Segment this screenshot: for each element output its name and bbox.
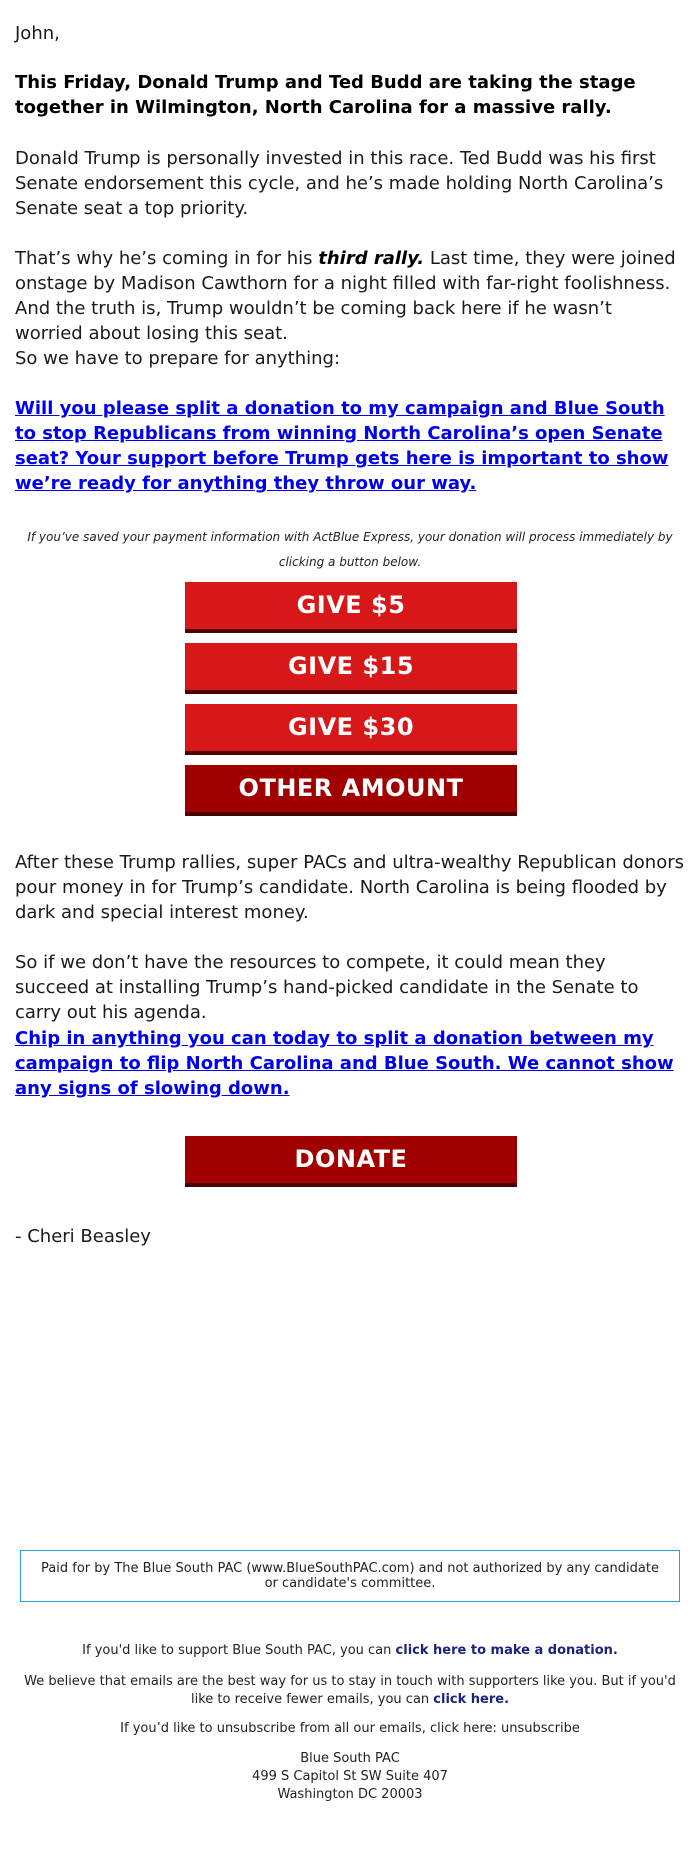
third-rally-emphasis: third rally. — [318, 248, 425, 269]
greeting: John, — [15, 23, 60, 44]
paragraph-resources: So if we don’t have the resources to compete, it could mean they succeed at installing Trump’s hand-picked candidate in the Senate to carry out his agenda. — [15, 952, 639, 1023]
paragraph-trump-invested: Donald Trump is personally invested in this race. Ted Budd was his first Senate endorsement this cycle, and he’s made holding North Carolina’s Senate seat a top priority. — [15, 148, 664, 219]
donation-ask-link-1[interactable]: Will you please split a donation to my campaign and Blue South to stop Republicans from winning North Carolina’s open Senate seat? Your support before Trump gets here is important to show we’re ready for anything they throw our way. — [15, 398, 669, 494]
actblue-express-note: If you’ve saved your payment information with ActBlue Express, your donation will process immediately by clicking a button below. — [27, 530, 673, 569]
footer-donate-link[interactable]: click here to make a donation. — [395, 1643, 618, 1658]
footer-fewer-emails-link[interactable]: click here. — [433, 1692, 510, 1707]
donation-ask-paragraph-2 — [15, 1026, 685, 1101]
address-city: Washington DC 20003 — [277, 1787, 423, 1802]
paid-for-by-disclaimer: Paid for by The Blue South PAC (www.BlueSouthPAC.com) and not authorized by any candidate or candidate's committee. — [20, 1550, 680, 1602]
headline: This Friday, Donald Trump and Ted Budd are taking the stage together in Wilmington, North Carolina for a massive rally. — [15, 72, 636, 118]
other-amount-button[interactable]: OTHER AMOUNT — [185, 765, 517, 816]
give-5-button[interactable]: GIVE $5 — [185, 582, 517, 633]
paragraph-third-rally-start: That’s why he’s coming in for his — [15, 248, 319, 269]
footer-unsubscribe-text: If you’d like to unsubscribe from all our emails, click here: — [120, 1721, 501, 1736]
donation-ask-paragraph-1 — [15, 396, 685, 496]
footer-unsubscribe-line — [20, 1720, 680, 1738]
paragraph-third-rally-end: Last time, they were joined onstage by Madison Cawthorn for a night filled with far-right foolishness. And the truth is, Trump wouldn’t be coming back here if he wasn’t worried about losing this seat. — [15, 248, 676, 344]
donation-ask-link-2[interactable]: Chip in anything you can today to split a donation between my campaign to flip North Carolina and Blue South. We cannot show any signs of slowing down. — [15, 1028, 674, 1099]
paragraph-third-rally — [15, 246, 685, 346]
footer-fewer-emails-line — [20, 1673, 680, 1709]
footer-fewer-emails-text: We believe that emails are the best way for us to stay in touch with supporters like you. But if you'd like to receive fewer emails, you can — [24, 1674, 676, 1707]
paragraph-super-pacs: After these Trump rallies, super PACs and ultra-wealthy Republican donors pour money in for Trump’s candidate. North Carolina is being flooded by dark and special interest money. — [15, 852, 684, 923]
footer-support-text: If you'd like to support Blue South PAC, you can — [82, 1643, 396, 1658]
donate-button[interactable]: DONATE — [185, 1136, 517, 1187]
give-30-button[interactable]: GIVE $30 — [185, 704, 517, 755]
paragraph-prepare: So we have to prepare for anything: — [15, 348, 341, 369]
address-org-name: Blue South PAC — [300, 1751, 400, 1766]
signature: - Cheri Beasley — [15, 1226, 151, 1247]
address-street: 499 S Capitol St SW Suite 407 — [252, 1769, 448, 1784]
footer-support-line — [20, 1642, 680, 1660]
give-15-button[interactable]: GIVE $15 — [185, 643, 517, 694]
mailing-address — [20, 1750, 680, 1804]
footer-unsubscribe-link[interactable]: unsubscribe — [500, 1721, 580, 1736]
